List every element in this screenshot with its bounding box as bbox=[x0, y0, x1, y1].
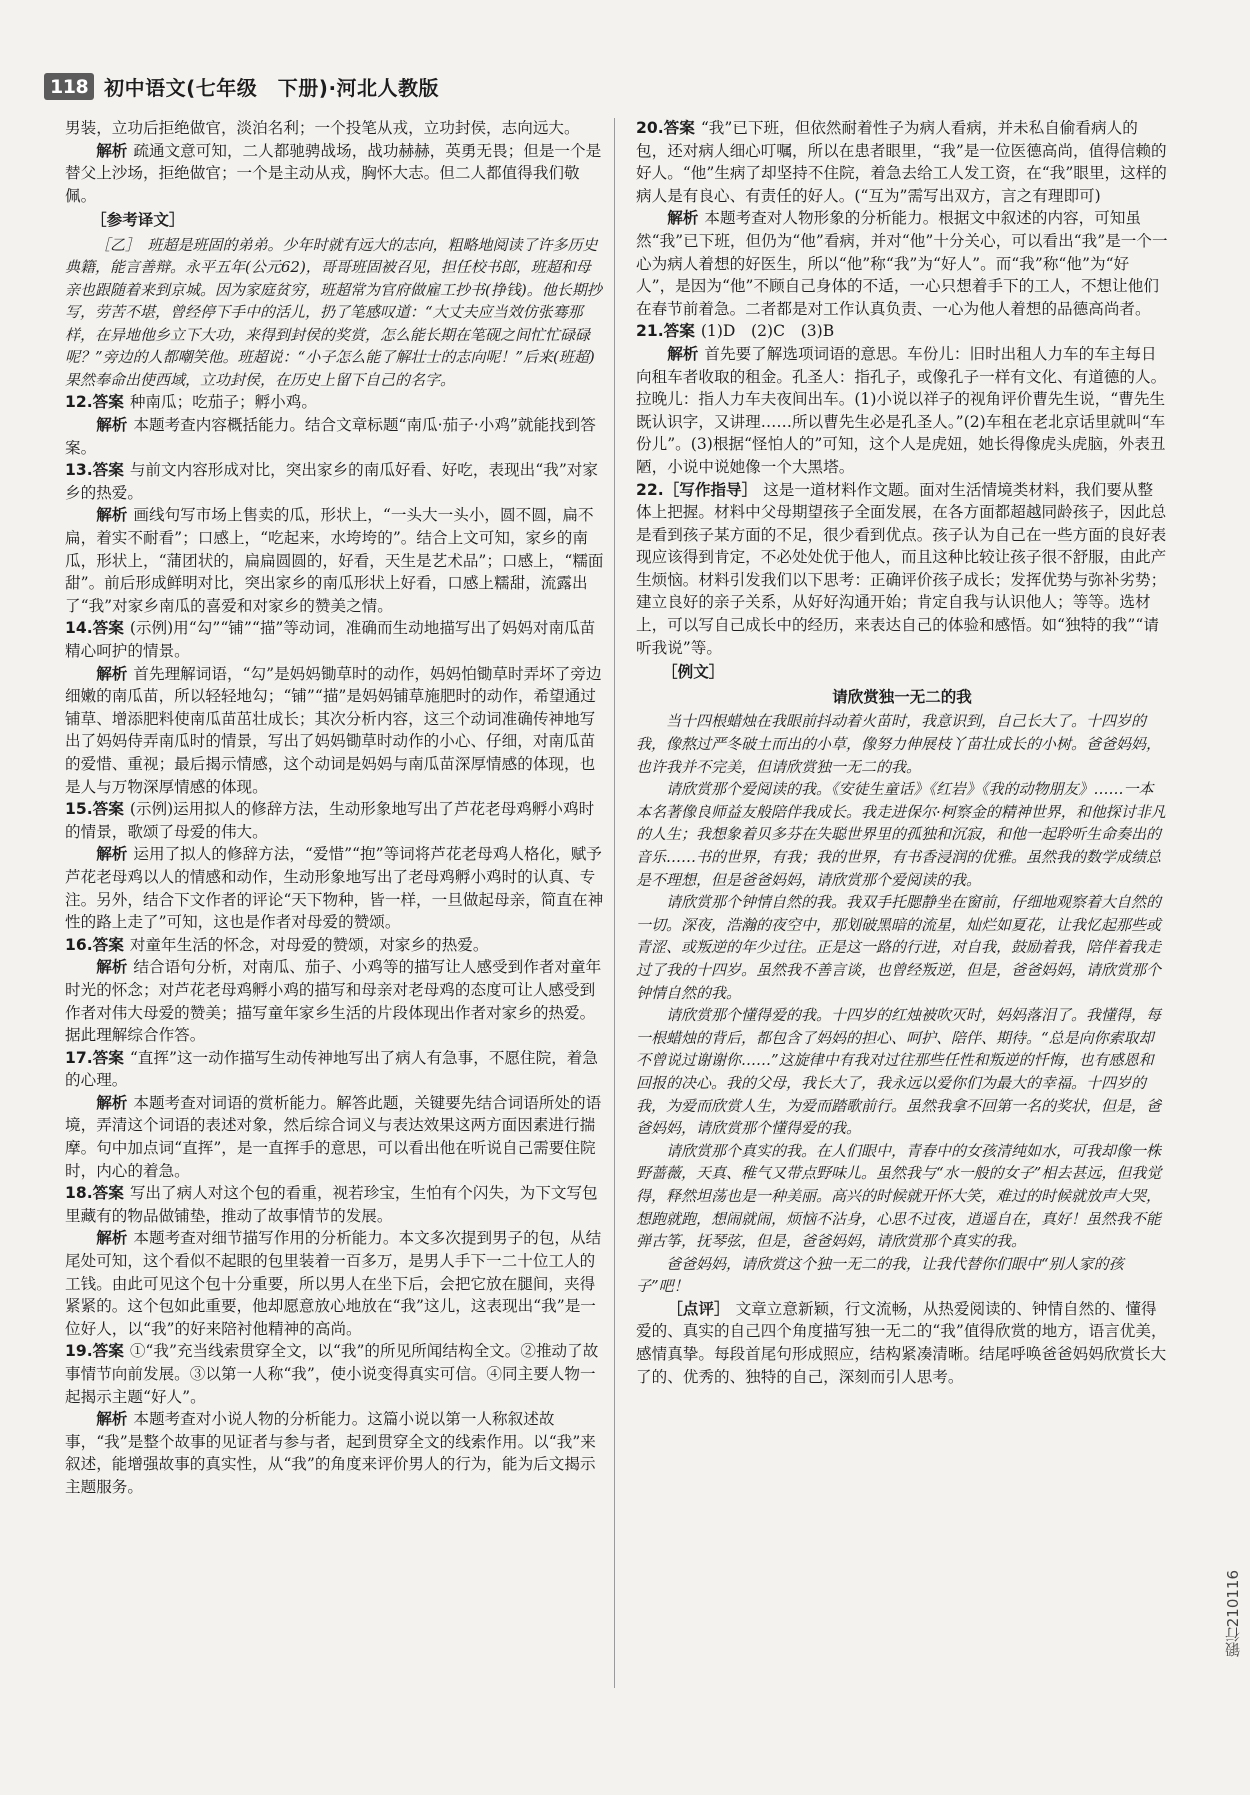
q19-analysis bbox=[65, 1408, 605, 1498]
analysis-text: 运用了拟人的修辞方法，“爱惜”“抱”等词将芦花老母鸡人格化，赋予芦花老母鸡以人的情感和动作，生动形象地写出了老母鸡孵小鸡时的认真、专注。另外，结合下文作者的评论“天下物种，皆一样，一旦做起母亲，简直在神性的路上走了”可知，这也是作者对母爱的赞颂。 bbox=[65, 845, 604, 932]
question-number: 12. bbox=[65, 393, 93, 412]
analysis-label: 解析 bbox=[96, 958, 128, 977]
analysis-label: 解析 bbox=[667, 344, 699, 363]
answer-label: 答案 bbox=[92, 1184, 124, 1203]
q12-analysis bbox=[65, 414, 605, 459]
analysis-text: 本题考查对词语的赏析能力。解答此题，关键要先结合词语所处的语境，弄清这个词语的表述对象，然后综合词义与表达效果这两方面因素进行揣摩。句中加点词“直挥”，是一直挥手的意思，可以看出他在听说自己需要住院时，内心的着急。 bbox=[65, 1093, 602, 1180]
question-number: 20. bbox=[636, 119, 664, 137]
answer-label: 答案 bbox=[92, 800, 124, 819]
side-print-code: 锻行210116 bbox=[1224, 1570, 1242, 1658]
analysis-label: 解析 bbox=[96, 845, 128, 864]
q14-answer bbox=[65, 617, 605, 662]
commentary-text: 文章立意新颖，行文流畅，从热爱阅读的、钟情自然的、懂得爱的、真实的自己四个角度描写独一无二的“我”值得欣赏的地方，语言优美，感情真挚。每段首尾句形成照应，结构紧凑清晰。结尾呼唤爸爸妈妈欣赏长大了的、优秀的、独特的自己，深刻而引人思考。 bbox=[636, 1299, 1167, 1386]
answer-label: 答案 bbox=[92, 619, 124, 638]
analysis-label: 解析 bbox=[96, 141, 128, 160]
reference-translation-heading: ［参考译文］ bbox=[91, 211, 185, 230]
q17-answer bbox=[65, 1047, 605, 1092]
right-column bbox=[636, 117, 1168, 1388]
question-number: 18. bbox=[65, 1184, 93, 1203]
q21-analysis bbox=[636, 343, 1168, 479]
commentary bbox=[636, 1298, 1168, 1388]
answer-text: 与前文内容形成对比，突出家乡的南瓜好看、好吃，表现出“我”对家乡的热爱。 bbox=[65, 461, 598, 502]
analysis-text: 本题考查对小说人物的分析能力。这篇小说以第一人称叙述故事，“我”是整个故事的见证者与参与者，起到贯穿全文的线索作用。以“我”来叙述，能增强故事的真实性，从“我”的角度来评价男人的行为，能为后文揭示主题服务。 bbox=[65, 1410, 596, 1496]
answer-text: (1)D (2)C (3)B bbox=[700, 322, 835, 341]
q13-analysis bbox=[65, 504, 605, 617]
question-number: 16. bbox=[65, 935, 93, 954]
analysis-text: 画线句写市场上售卖的瓜，形状上，“一头大一头小，圆不圆，扁不扁，着实不耐看”；口感上，“吃起来，水垮垮的”。结合上文可知，家乡的南瓜，形状上，“蒲团状的，扁扁圆圆的，好看，天生是艺术品”；口感上，“糯面甜”。前后形成鲜明对比，突出家乡的南瓜形状上好看，口感上糯甜，流露出了“我”对家乡南瓜的喜爱和对家乡的赞美之情。 bbox=[65, 506, 604, 615]
answer-text: “直挥”这一动作描写生动传神地写出了病人有急事，不愿住院，着急的心理。 bbox=[65, 1048, 598, 1090]
column-divider bbox=[614, 118, 615, 1688]
question-number: 21. bbox=[636, 322, 664, 341]
q21-answer bbox=[636, 320, 1168, 343]
essay-paragraph: 请欣赏那个钟情自然的我。我双手托腮静坐在窗前，仔细地观察着大自然的一切。深夜，浩瀚的夜空中，那划破黑暗的流星，灿烂如夏花，让我忆起那些或青涩、或叛逆的年少过往。正是这一路的行进，对自我，鼓励着我，陪伴着我走过了我的十四岁。虽然我不善言谈，也曾经叛逆，但是，爸爸妈妈，请欣赏那个钟情自然的我。 bbox=[636, 893, 1162, 1002]
analysis-text: 结合语句分析，对南瓜、茄子、小鸡等的描写让人感受到作者对童年时光的怀念；对芦花老母鸡孵小鸡的描写和母亲对老母鸡的态度可让人感受到作者对伟大母爱的赞美；描写童年家乡生活的片段体现出作者对家乡的热爱。据此理解综合作答。 bbox=[65, 958, 602, 1045]
essay-paragraph: 请欣赏那个真实的我。在人们眼中，青春中的女孩清纯如水，可我却像一株野蔷薇，天真、稚气又带点野味儿。虽然我与“水一般的女子”相去甚远，但我觉得，释然坦荡也是一种美丽。高兴的时候就开怀大笑，难过的时候就放声大哭，想跑就跑，想闹就闹，烦恼不沾身，心思不过夜，逍遥自在，真好！虽然我不能弹古筝，抚琴弦，但是，爸爸妈妈，请欣赏那个真实的我。 bbox=[636, 1141, 1162, 1251]
q20-answer bbox=[636, 117, 1168, 207]
q13-answer bbox=[65, 459, 605, 504]
analysis-text: 本题考查对人物形象的分析能力。根据文中叙述的内容，可知虽然“我”已下班，但仍为“他”看病，并对“他”十分关心，可以看出“我”是一个一心为病人着想的好医生，所以“他”称“我”为“好人”。而“我”称“他”为“好人”，是因为“他”不顾自己身体的不适，一心只想着手下的工人，不想让他们在春节前着急。二者都是对工作认真负责、一心为他人着想的品德高尚者。 bbox=[636, 209, 1168, 318]
answer-text: 对童年生活的怀念，对母爱的赞颂，对家乡的热爱。 bbox=[129, 935, 489, 954]
essay-title: 请欣赏独一无二的我 bbox=[832, 687, 972, 706]
q15-answer bbox=[65, 798, 605, 843]
q17-analysis bbox=[65, 1092, 605, 1182]
q20-analysis bbox=[636, 207, 1168, 320]
sample-essay-heading: ［例文］ bbox=[662, 663, 725, 682]
page-number: 118 bbox=[44, 73, 94, 100]
q16-answer bbox=[65, 934, 605, 957]
analysis-label: 解析 bbox=[96, 416, 128, 435]
question-number: 19. bbox=[65, 1342, 93, 1361]
q15-analysis bbox=[65, 843, 605, 933]
analysis-text: 本题考查内容概括能力。结合文章标题“南瓜·茄子·小鸡”就能找到答案。 bbox=[65, 416, 596, 457]
commentary-label: ［点评］ bbox=[667, 1299, 730, 1318]
essay-paragraph: 请欣赏那个爱阅读的我。《安徒生童话》《红岩》《我的动物朋友》……一本本名著像良师益友般陪伴我成长。我走进保尔·柯察金的精神世界，和他探讨非凡的人生；我想象着贝多芬在失聪世界里的孤独和沉寂，和他一起聆听生命奏出的音乐……书的世界，有我；我的世界，有书香浸润的优雅。虽然我的数学成绩总是不理想，但是爸爸妈妈，请欣赏那个爱阅读的我。 bbox=[636, 780, 1166, 889]
answer-label: 答案 bbox=[92, 1048, 124, 1067]
answer-label: 答案 bbox=[92, 393, 124, 412]
q22-writing-guide bbox=[636, 479, 1168, 660]
question-number: 13. bbox=[65, 461, 93, 480]
analysis-text: 首先要了解选项词语的意思。车份儿：旧时出租人力车的车主每日向租车者收取的租金。孔圣人：指孔子，或像孔子一样有文化、有道德的人。拉晚儿：指人力车夫夜间出车。(1)小说以祥子的视角评价曹先生说，“曹先生既认识字，又讲理……所以曹先生必是孔圣人。”(2)车租在老北京话里就叫“车份儿”。(3)根据“怪怕人的”可知，这个人是虎妞，她长得像虎头虎脑，外表丑陋，小说中说她像一个大黑塔。 bbox=[636, 344, 1167, 476]
answer-text: “我”已下班，但依然耐着性子为病人看病，并未私自偷看病人的包，还对病人细心叮嘱，所以在患者眼里，“我”是一位医德高尚，值得信赖的好人。“他”生病了却坚持不住院，着急去给工人发工资，在“我”眼里，这样的病人是有良心、有责任的好人。(“互为”需写出双方，言之有理即可) bbox=[636, 119, 1167, 205]
answer-label: 答案 bbox=[663, 322, 695, 341]
writing-guide-label: ［写作指导］ bbox=[663, 480, 758, 499]
q16-analysis bbox=[65, 956, 605, 1046]
page-header bbox=[44, 68, 439, 104]
analysis-label: 解析 bbox=[96, 1093, 128, 1112]
analysis-label: 解析 bbox=[667, 209, 699, 228]
answer-label: 答案 bbox=[92, 1342, 124, 1361]
writing-guide-text: 这是一道材料作文题。面对生活情境类材料，我们要从整体上把握。材料中父母期望孩子全面发展，在各方面都超越同龄孩子，因此总是看到孩子某方面的不足，很少看到优点。孩子认为自己在一些方面的良好表现应该得到肯定，不必处处优于他人，而且这种比较让孩子很不舒服，由此产生烦恼。材料引发我们以下思考：正确评价孩子成长；发挥优势与弥补劣势；建立良好的亲子关系，从好好沟通开始；肯定自我与认识他人；等等。选材上，可以写自己成长中的经历，来表达自己的体验和感悟。如“独特的我”“请听我说”等。 bbox=[636, 480, 1167, 657]
book-title: 初中语文(七年级 下册)·河北人教版 bbox=[104, 75, 440, 100]
question-number: 17. bbox=[65, 1048, 93, 1067]
q12-answer bbox=[65, 391, 605, 414]
analysis-label: 解析 bbox=[96, 664, 128, 683]
analysis-label: 解析 bbox=[96, 1410, 128, 1429]
essay-body bbox=[636, 710, 1168, 1297]
q19-answer bbox=[65, 1340, 605, 1408]
q14-analysis bbox=[65, 663, 605, 799]
essay-paragraph: 当十四根蜡烛在我眼前抖动着火苗时，我意识到，自己长大了。十四岁的我，像熬过严冬破土而出的小草，像努力伸展枝丫苗壮成长的小树。爸爸妈妈，也许我并不完美，但请欣赏独一无二的我。 bbox=[636, 712, 1162, 776]
answer-text: (示例)运用拟人的修辞方法，生动形象地写出了芦花老母鸡孵小鸡时的情景，歌颂了母爱的伟大。 bbox=[65, 800, 595, 841]
analysis-text: 本题考查对细节描写作用的分析能力。本文多次提到男子的包，从结尾处可知，这个看似不起眼的包里装着一百多万，是男人手下一二十位工人的工钱。由此可见这个包十分重要，所以男人在坐下后，会把它放在腿间，夹得紧紧的。这个包如此重要，他却愿意放心地放在“我”这儿，这表现出“我”是一位好人，以“我”的好来陪衬他精神的高尚。 bbox=[65, 1229, 602, 1338]
question-number: 22. bbox=[636, 480, 664, 499]
answer-label: 答案 bbox=[92, 935, 124, 954]
analysis-label: 解析 bbox=[96, 1229, 128, 1248]
answer-label: 答案 bbox=[92, 461, 124, 480]
answer-label: 答案 bbox=[663, 119, 695, 137]
essay-paragraph: 爸爸妈妈，请欣赏这个独一无二的我，让我代替你们眼中“别人家的孩子”吧！ bbox=[636, 1254, 1124, 1296]
answer-text: 写出了病人对这个包的看重，视若珍宝，生怕有个闪失，为下文写包里藏有的物品做铺垫，推动了故事情节的发展。 bbox=[65, 1184, 598, 1225]
answer-text: (示例)用“勾”“铺”“描”等动词，准确而生动地描写出了妈妈对南瓜苗精心呵护的情景。 bbox=[65, 619, 596, 660]
question-number: 14. bbox=[65, 619, 93, 638]
analysis-label: 解析 bbox=[96, 506, 128, 525]
answer-text: 种南瓜；吃茄子；孵小鸡。 bbox=[129, 393, 317, 412]
essay-paragraph: 请欣赏那个懂得爱的我。十四岁的红烛被吹灭时，妈妈落泪了。我懂得，每一根蜡烛的背后，都包含了妈妈的担心、呵护、陪伴、期待。“总是向你索取却不曾说过谢谢你……”这旋律中有我对过往那些任性和叛逆的忏悔，也有感恩和回报的决心。我的父母，我长大了，我永远以爱你们为最大的幸福。十四岁的我，为爱而欣赏人生，为爱而踏歌前行。虽然我拿不回第一名的奖状，但是，爸爸妈妈，请欣赏那个懂得爱的我。 bbox=[636, 1006, 1162, 1138]
analysis-text: 首先理解词语，“勾”是妈妈锄草时的动作，妈妈怕锄草时弄坏了旁边细嫩的南瓜苗，所以轻轻地勾；“铺”“描”是妈妈铺草施肥时的动作，希望通过铺草、增添肥料使南瓜苗茁壮成长；其次分析内容，这三个动词准确传神地写出了妈妈侍弄南瓜时的情景，写出了妈妈锄草时动作的小心、仔细，对南瓜苗的爱惜、重视；最后揭示情感，这个动词是妈妈与南瓜苗深厚情感的体现，也是人与万物深厚情感的体现。 bbox=[65, 664, 602, 796]
intro-text: 男装，立功后拒绝做官，淡泊名利；一个投笔从戎，立功封侯，志向远大。 bbox=[65, 119, 580, 137]
analysis-text: 疏通文意可知，二人都驰骋战场，战功赫赫，英勇无畏；但是一个是替父上沙场，拒绝做官；一个是主动从戎，胸怀大志。但二人都值得我们敬佩。 bbox=[65, 141, 602, 205]
question-number: 15. bbox=[65, 800, 93, 819]
q11-analysis bbox=[65, 140, 605, 208]
answer-text: ①“我”充当线索贯穿全文，以“我”的所见所闻结构全文。②推动了故事情节向前发展。③以第一人称“我”，使小说变得真实可信。④同主要人物一起揭示主题“好人”。 bbox=[65, 1342, 599, 1406]
q18-analysis bbox=[65, 1227, 605, 1340]
left-column bbox=[65, 117, 605, 1499]
reference-translation: ［乙］ 班超是班固的弟弟。少年时就有远大的志向，粗略地阅读了许多历史典籍，能言善辩。永平五年(公元62)，哥哥班固被召见，担任校书郎，班超和母亲也跟随着来到京城。因为家庭贫穷，班超常为官府做雇工抄书(挣钱)。他长期抄写，劳苦不堪，曾经停下手中的活儿，扔了笔感叹道：“大丈夫应当效仿张骞那样，在异地他乡立下大功，来得到封侯的奖赏，怎么能长期在笔砚之间忙忙碌碌呢？”旁边的人都嘲笑他。班超说：“小子怎么能了解壮士的志向呢！”后来(班超)果然奉命出使西域，立功封侯，在历史上留下自己的名字。 bbox=[65, 235, 602, 389]
q18-answer bbox=[65, 1182, 605, 1227]
